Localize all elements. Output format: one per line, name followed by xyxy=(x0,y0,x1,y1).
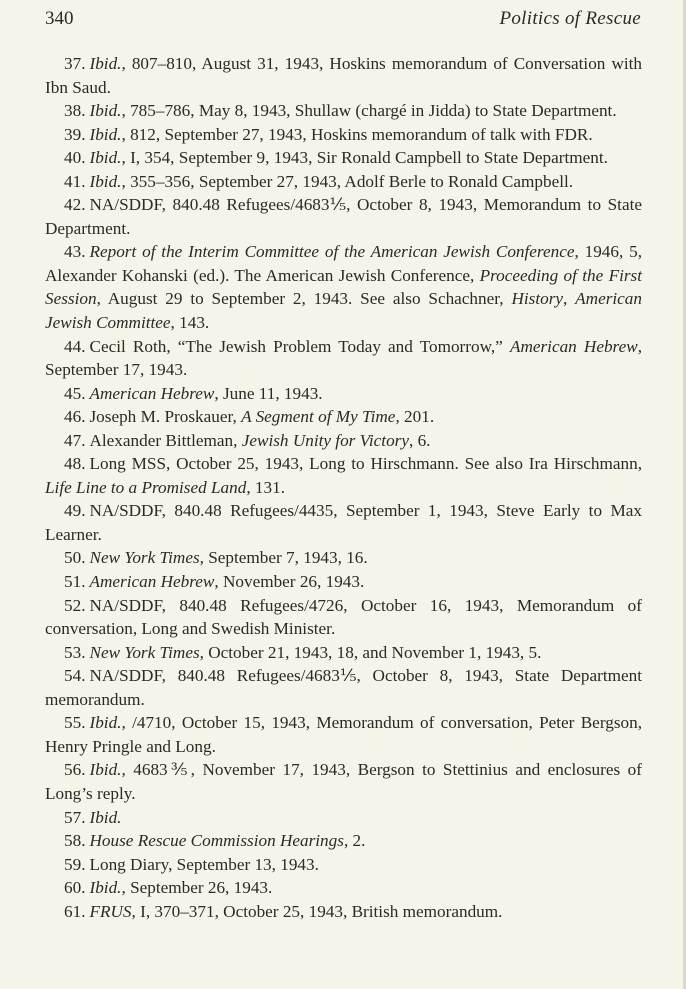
endnote xyxy=(45,711,642,758)
endnote xyxy=(45,52,642,99)
endnote-italic-title: Ibid. xyxy=(89,101,122,121)
running-head xyxy=(45,8,641,36)
endnote-text: , September 26, 1943. xyxy=(121,878,273,898)
endnote-number: 50. xyxy=(64,548,86,568)
endnote-number: 58. xyxy=(64,831,86,851)
endnote-text: , /4710, October 15, 1943, Memorandum of conversation, Peter Bergson, Henry Pringle and Long. xyxy=(45,713,642,756)
running-title: Politics of Rescue xyxy=(499,8,641,29)
endnote-text: , 143. xyxy=(170,313,210,333)
endnote-text: , August 29 to September 2, 1943. See also Schachner, xyxy=(96,289,512,309)
endnote-italic-title: Ibid. xyxy=(89,713,122,733)
endnote-number: 57. xyxy=(64,807,86,827)
endnote-italic-title: Ibid. xyxy=(89,148,122,168)
endnote-italic-title: Ibid. xyxy=(89,807,122,827)
endnote xyxy=(45,405,642,429)
endnote-text: , November 26, 1943. xyxy=(214,572,365,592)
endnote-text: NA/SDDF, 840.48 Refugees/4683⅕, October 8, 1943, Memorandum to State Department. xyxy=(45,195,642,238)
endnote-italic-title: A Segment of My Time xyxy=(241,407,396,427)
endnote-italic-title: FRUS xyxy=(89,901,132,921)
endnote-italic-title: Ibid. xyxy=(89,171,122,191)
endnote-italic-title: New York Times xyxy=(89,548,200,568)
endnote-text: Alexander Bittleman, xyxy=(89,430,242,450)
endnote-text: , I, 370–371, October 25, 1943, British memorandum. xyxy=(131,901,503,921)
endnote xyxy=(45,806,642,830)
endnote-number: 55. xyxy=(64,713,86,733)
endnote xyxy=(45,594,642,641)
endnote xyxy=(45,570,642,594)
endnote-number: 54. xyxy=(64,666,86,686)
endnote-italic-title: House Rescue Commission Hearings xyxy=(89,831,344,851)
endnote-number: 47. xyxy=(64,430,86,450)
endnote-text: , 131. xyxy=(246,477,285,497)
endnote-text: , 807–810, August 31, 1943, Hoskins memorandum of Conversation with Ibn Saud. xyxy=(45,54,642,97)
endnote-text: , 4683⅗, November 17, 1943, Bergson to Stettinius and enclosures of Long’s reply. xyxy=(45,760,642,803)
endnote-italic-title: American Jewish Committee xyxy=(45,289,642,333)
endnote xyxy=(45,546,642,570)
endnote-text: , I, 354, September 9, 1943, Sir Ronald Campbell to State Department. xyxy=(121,148,608,168)
endnote-number: 40. xyxy=(64,148,86,168)
endnote xyxy=(45,641,642,665)
endnote xyxy=(45,146,642,170)
endnote-text: , 6. xyxy=(408,430,431,450)
endnote-number: 43. xyxy=(64,242,86,262)
endnote xyxy=(45,123,642,147)
endnote-text: Long Diary, September 13, 1943. xyxy=(89,854,319,874)
endnote-text: , September 7, 1943, 16. xyxy=(199,548,368,568)
endnote-number: 60. xyxy=(64,878,86,898)
endnote xyxy=(45,452,642,499)
endnote-italic-title: New York Times xyxy=(89,642,200,662)
endnote-number: 56. xyxy=(64,760,86,780)
endnote-text: NA/SDDF, 840.48 Refugees/4683⅕, October 8, 1943, State Department memorandum. xyxy=(45,666,642,709)
endnote-number: 51. xyxy=(64,572,86,592)
endnote-italic-title: American Hebrew xyxy=(509,336,638,356)
endnote-number: 49. xyxy=(64,501,86,521)
endnote xyxy=(45,429,642,453)
endnote xyxy=(45,829,642,853)
endnote xyxy=(45,853,642,877)
endnote-text: Cecil Roth, “The Jewish Problem Today and Tomorrow,” xyxy=(89,336,510,356)
endnote-number: 46. xyxy=(64,407,86,427)
endnote-italic-title: Report of the Interim Committee of the American Jewish Conference xyxy=(89,242,575,262)
endnote-text: , 355–356, September 27, 1943, Adolf Berle to Ronald Campbell. xyxy=(121,171,574,191)
endnote-text: , June 11, 1943. xyxy=(214,383,323,403)
endnote-text: , October 21, 1943, 18, and November 1, 1943, 5. xyxy=(199,642,542,662)
endnote xyxy=(45,900,642,924)
endnote-text: , September 17, 1943. xyxy=(45,336,642,380)
endnote xyxy=(45,170,642,194)
endnote-text: , 201. xyxy=(395,407,435,427)
endnote-text: NA/SDDF, 840.48 Refugees/4435, September 1, 1943, Steve Early to Max Learner. xyxy=(45,501,642,544)
endnote-number: 42. xyxy=(64,195,86,215)
endnote-italic-title: Life Line to a Promised Land xyxy=(45,477,247,497)
endnote-text: , 2. xyxy=(343,831,366,851)
endnote-text: NA/SDDF, 840.48 Refugees/4726, October 16, 1943, Memorandum of conversation, Long and Swedish Minister. xyxy=(45,595,642,639)
endnote xyxy=(45,758,642,805)
endnote-text: , 785–786, May 8, 1943, Shullaw (chargé in Jidda) to State Department. xyxy=(121,101,617,121)
endnote xyxy=(45,876,642,900)
endnote-italic-title: Ibid. xyxy=(89,760,122,780)
endnote-number: 48. xyxy=(64,454,86,474)
endnote-number: 37. xyxy=(64,54,86,73)
endnote-number: 61. xyxy=(64,901,86,921)
endnote-italic-title: Proceeding of the First Session xyxy=(45,265,643,309)
endnote xyxy=(45,99,642,123)
endnote-text: , xyxy=(563,289,576,309)
endnote-italic-title: Ibid. xyxy=(89,878,122,898)
endnote-number: 39. xyxy=(64,124,86,144)
endnotes-list xyxy=(45,52,642,923)
endnote-italic-title: Ibid. xyxy=(89,54,122,73)
endnote-text: Long MSS, October 25, 1943, Long to Hirschmann. See also Ira Hirschmann, xyxy=(89,454,642,474)
endnote xyxy=(45,335,642,382)
endnote-text: , 1946, 5, Alexander Kohanski (ed.). The American Jewish Conference, xyxy=(45,242,643,285)
endnote-number: 44. xyxy=(64,336,86,356)
endnote-number: 45. xyxy=(64,383,86,403)
endnote-text: , 812, September 27, 1943, Hoskins memorandum of talk with FDR. xyxy=(121,124,593,144)
endnote-text: Joseph M. Proskauer, xyxy=(89,407,242,427)
endnote-italic-title: Jewish Unity for Victory xyxy=(241,430,409,450)
endnote xyxy=(45,240,642,334)
endnote xyxy=(45,193,642,240)
endnote xyxy=(45,499,642,546)
endnote-italic-title: American Hebrew xyxy=(89,383,215,403)
page-number: 340 xyxy=(45,8,74,29)
endnote-italic-title: American Hebrew xyxy=(89,572,215,592)
endnote-number: 53. xyxy=(64,642,86,662)
endnote-italic-title: History xyxy=(511,289,564,309)
endnote-italic-title: Ibid. xyxy=(89,124,122,144)
endnote xyxy=(45,382,642,406)
endnote-number: 41. xyxy=(64,171,86,191)
endnote xyxy=(45,664,642,711)
endnote-number: 38. xyxy=(64,101,86,121)
endnote-number: 52. xyxy=(64,595,86,615)
endnote-number: 59. xyxy=(64,854,86,874)
